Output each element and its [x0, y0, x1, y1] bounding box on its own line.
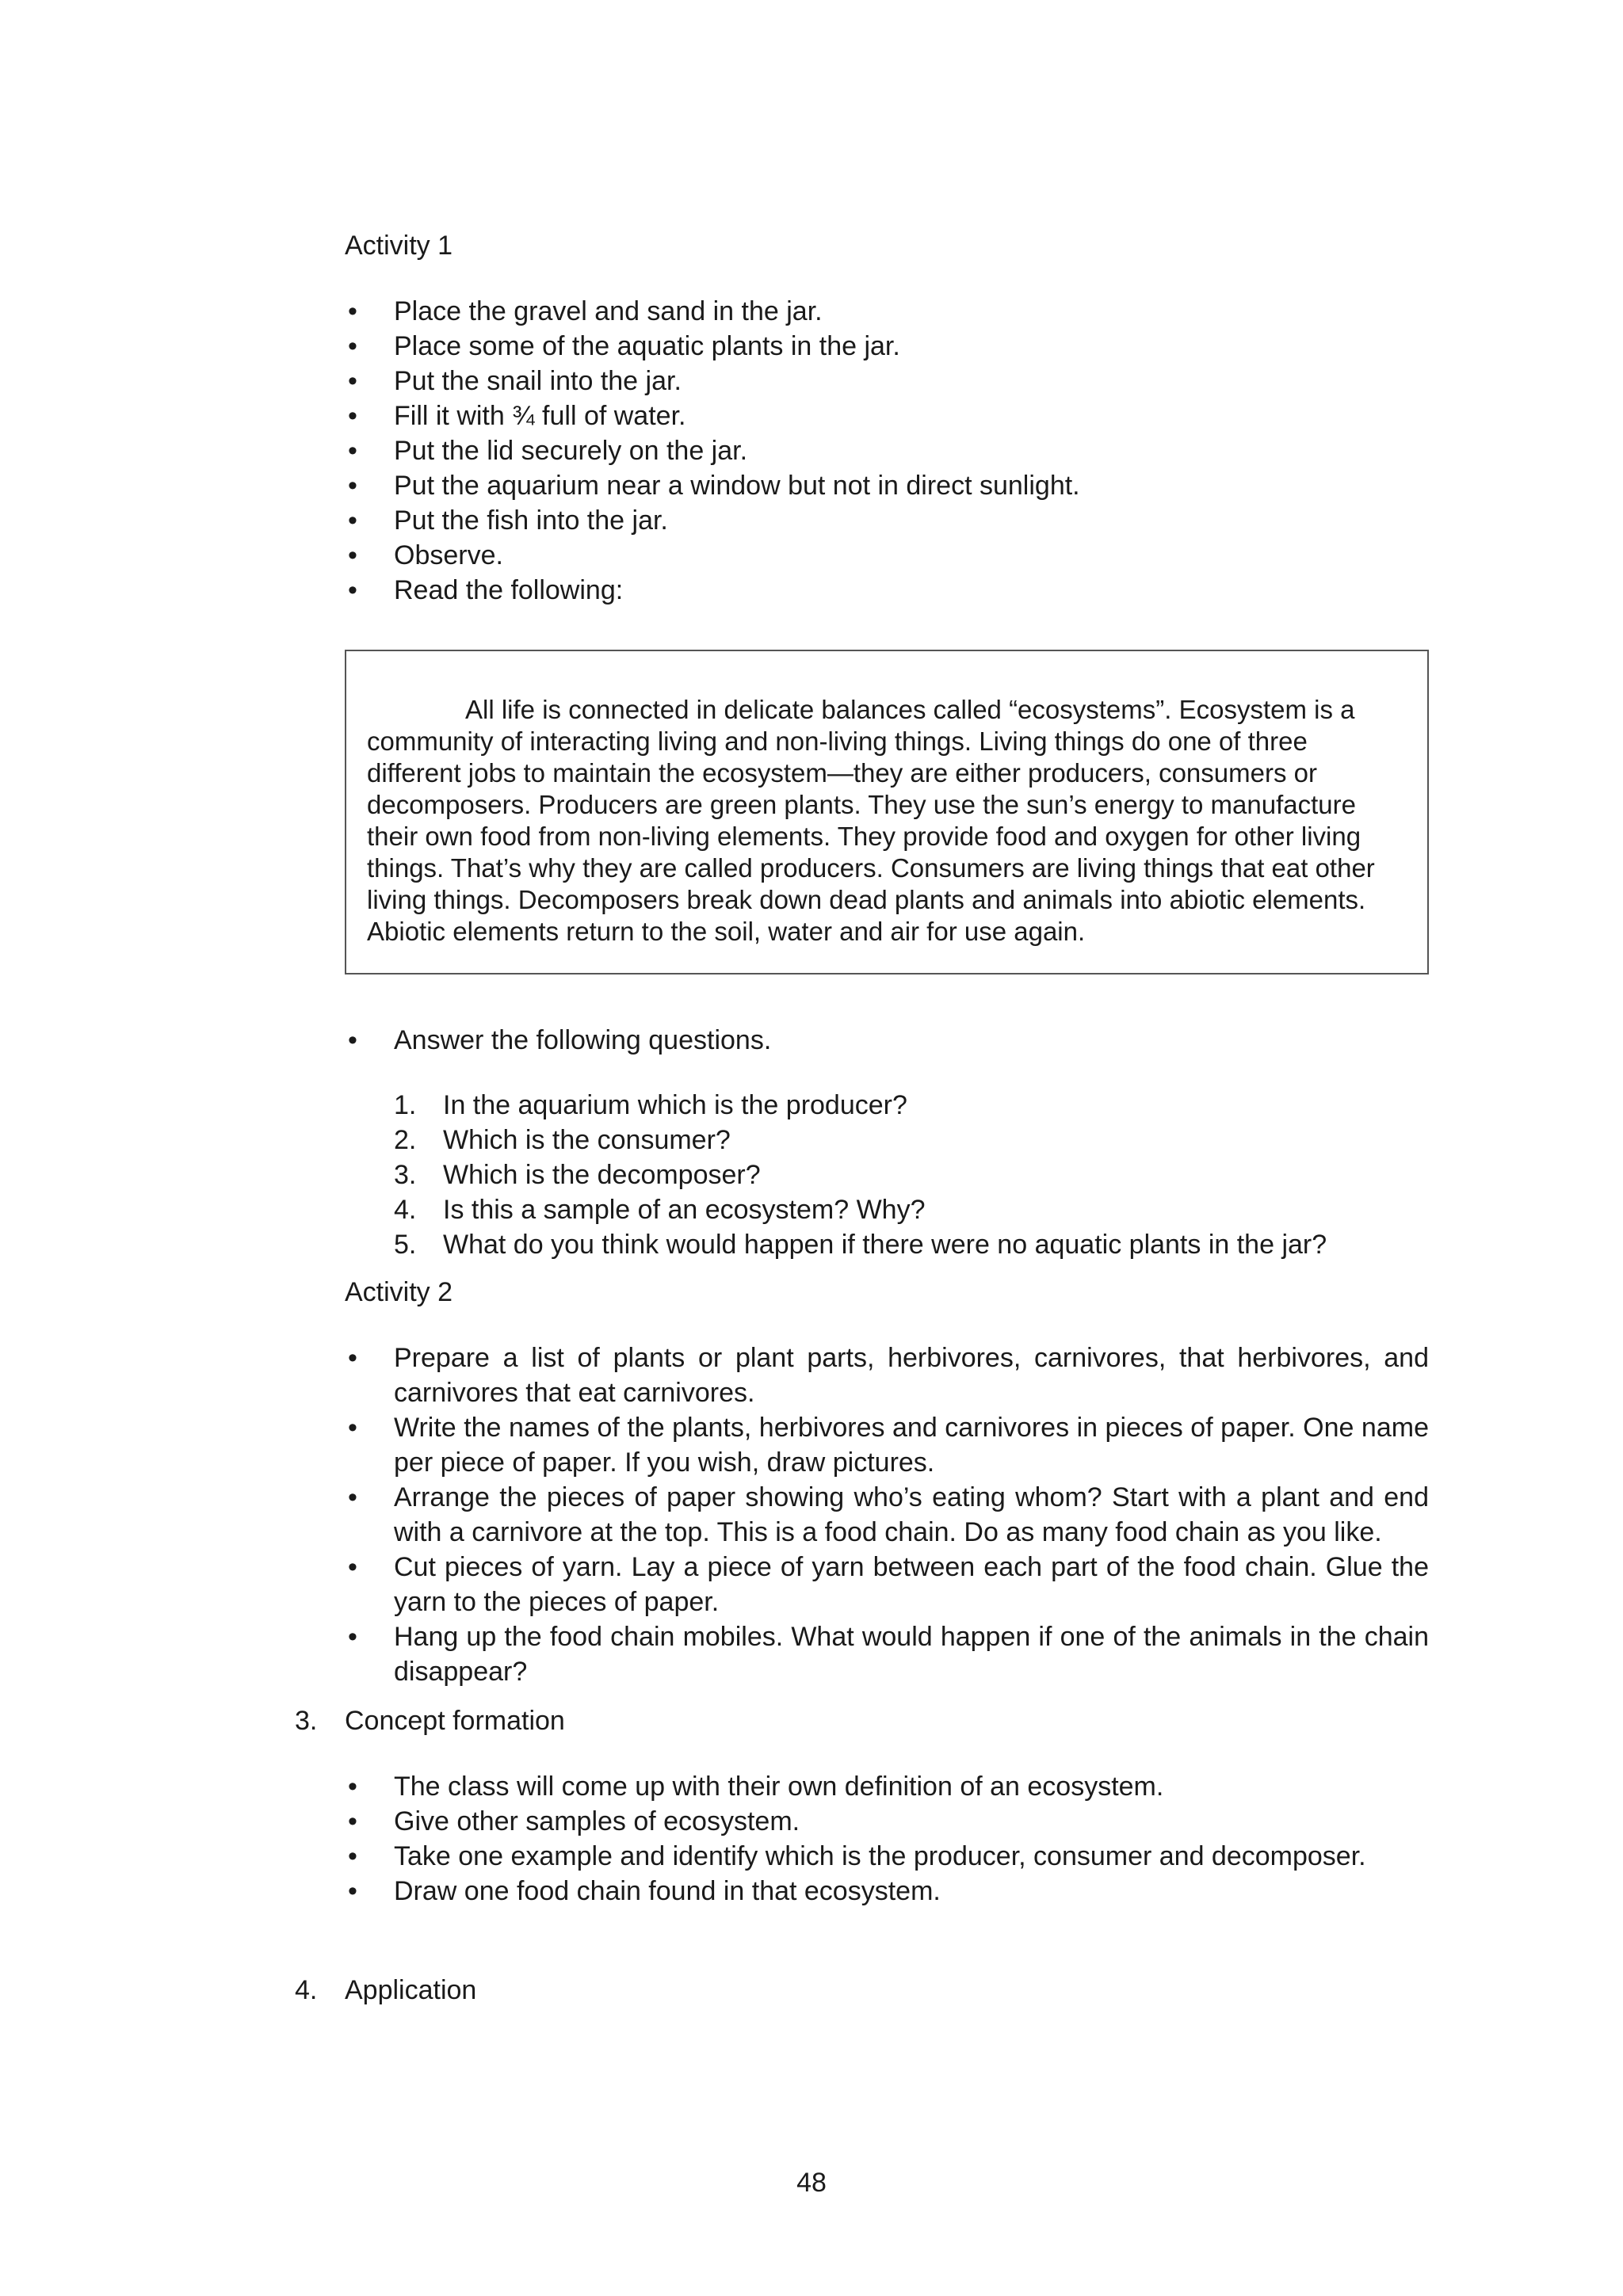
list-item: • Read the following:: [345, 573, 1429, 608]
list-item: • Hang up the food chain mobiles. What would happen if one of the animals in the chain disappear?: [345, 1619, 1429, 1689]
list-item: • Put the lid securely on the jar.: [345, 433, 1429, 468]
bullet-icon: •: [348, 1806, 357, 1836]
bullet-icon: •: [348, 1552, 357, 1582]
bullet-icon: •: [348, 1876, 357, 1906]
list-item: • Arrange the pieces of paper showing who’s eating whom? Start with a plant and end with a carnivore at the top. This is a food chain. Do as many food chain as you like.: [345, 1480, 1429, 1550]
list-item: • Write the names of the plants, herbivores and carnivores in pieces of paper. One name per piece of paper. If you wish, draw pictures.: [345, 1410, 1429, 1480]
application-heading: 4. Application: [295, 1975, 477, 2005]
list-item: • Fill it with ¾ full of water.: [345, 399, 1429, 433]
bullet-icon: •: [348, 540, 357, 570]
list-item: • Draw one food chain found in that ecosystem.: [345, 1874, 1429, 1909]
bullet-icon: •: [348, 401, 357, 431]
list-item: • Prepare a list of plants or plant parts, herbivores, carnivores, that herbivores, and carnivores that eat carnivores.: [345, 1341, 1429, 1410]
list-item: • Place the gravel and sand in the jar.: [345, 294, 1429, 329]
list-item: • Observe.: [345, 538, 1429, 573]
bullet-icon: •: [348, 471, 357, 501]
question-item: 5. What do you think would happen if there were no aquatic plants in the jar?: [394, 1230, 1327, 1260]
bullet-icon: •: [348, 1482, 357, 1512]
bullet-icon: •: [348, 1343, 357, 1373]
questions-list: [394, 1088, 1429, 1262]
page-number: 48: [796, 2168, 827, 2198]
bullet-icon: •: [348, 575, 357, 605]
list-item: • Put the snail into the jar.: [345, 364, 1429, 399]
bullet-icon: •: [348, 1622, 357, 1652]
list-item: • Take one example and identify which is the producer, consumer and decomposer.: [345, 1839, 1429, 1874]
bullet-icon: •: [348, 1025, 357, 1055]
list-item: • Answer the following questions.: [345, 1023, 1429, 1058]
list-item: • Place some of the aquatic plants in the jar.: [345, 329, 1429, 364]
activity1-title: Activity 1: [345, 231, 453, 261]
activity2-steps: [345, 1341, 1429, 1689]
list-item: • Put the aquarium near a window but not in direct sunlight.: [345, 468, 1429, 503]
bullet-icon: •: [348, 1772, 357, 1802]
question-item: 2. Which is the consumer?: [394, 1125, 731, 1155]
bullet-icon: •: [348, 296, 357, 326]
question-item: 1. In the aquarium which is the producer?: [394, 1090, 907, 1120]
question-item: 3. Which is the decomposer?: [394, 1160, 761, 1190]
question-item: 4. Is this a sample of an ecosystem? Why?: [394, 1195, 926, 1225]
bullet-icon: •: [348, 436, 357, 466]
bullet-icon: •: [348, 1413, 357, 1443]
concept-formation-heading: 3. Concept formation: [295, 1706, 565, 1736]
list-item: • Put the fish into the jar.: [345, 503, 1429, 538]
reading-box: [345, 650, 1429, 974]
bullet-icon: •: [348, 366, 357, 396]
bullet-icon: •: [348, 505, 357, 536]
answer-prompt-list: [345, 1023, 1429, 1058]
bullet-icon: •: [348, 331, 357, 361]
activity1-steps: [345, 294, 1429, 608]
bullet-icon: •: [348, 1841, 357, 1871]
concept-formation-steps: [345, 1769, 1429, 1909]
reading-text: All life is connected in delicate balances called “ecosystems”. Ecosystem is a community of interacting living and non-living things. Living things do one of three different jobs to maintain the ecosystem—they are either producers, consumers or decomposers. Producers are green plants. They use the sun’s energy to manufacture their own food from non-living elements. They provide food and oxygen for other living things. That’s why they are called producers. Consumers are living things that eat other living things. Decomposers break down dead plants and animals into abiotic elements. Abiotic elements return to the soil, water and air for use again.: [367, 695, 1375, 946]
list-item: • Give other samples of ecosystem.: [345, 1804, 1429, 1839]
activity2-title: Activity 2: [345, 1277, 453, 1307]
list-item: • The class will come up with their own definition of an ecosystem.: [345, 1769, 1429, 1804]
list-item: • Cut pieces of yarn. Lay a piece of yarn between each part of the food chain. Glue the yarn to the pieces of paper.: [345, 1550, 1429, 1619]
